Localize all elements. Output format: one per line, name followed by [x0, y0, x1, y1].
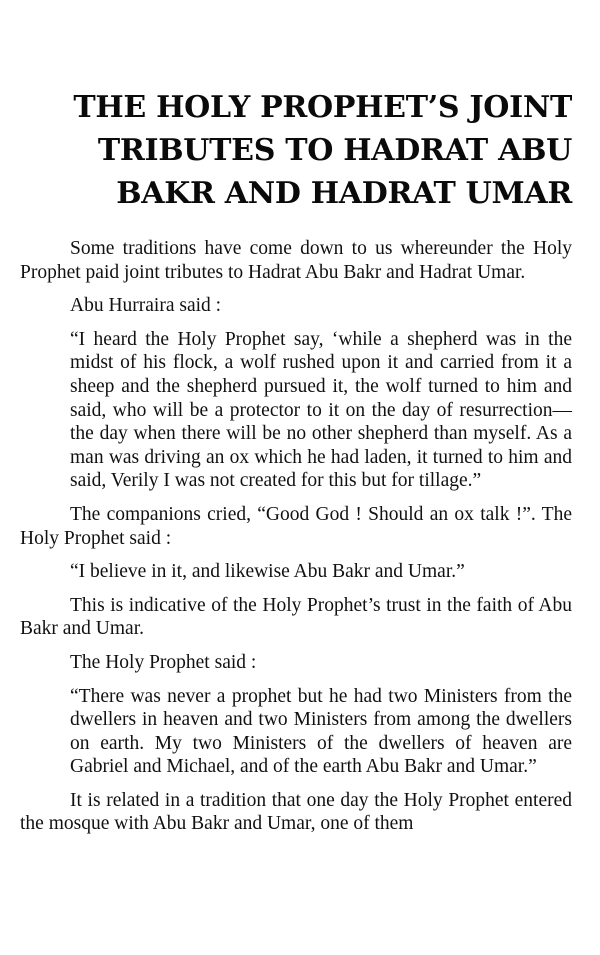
- body-text: [20, 237, 572, 836]
- paragraph-companions: The companions cried, “Good God ! Should an ox talk !”. The Holy Prophet said :: [20, 503, 572, 549]
- paragraph-intro: Some traditions have come down to us whereunder the Holy Prophet paid joint tributes to Hadrat Abu Bakr and Hadrat Umar.: [20, 238, 572, 283]
- quote-shepherd: “I heard the Holy Prophet say, ‘while a shepherd was in the midst of his flock, a wolf rushed upon it and carried from it a sheep and the shepherd pursued it, the wolf turned to him and said, who will be a protector to it on the day of resurrection—the day when there will be no other shepherd than myself. As a man was driving an ox which he had laden, it turned to him and said, Verily I was not created for this but for tillage.”: [70, 328, 572, 492]
- chapter-title-line-2: TRIBUTES TO HADRAT ABU: [97, 133, 572, 168]
- quote-belief: “I believe in it, and likewise Abu Bakr and Umar.”: [70, 561, 465, 583]
- paragraph-mosque: It is related in a tradition that one day the Holy Prophet entered the mosque with Abu Bakr and Umar, one of them: [20, 789, 572, 835]
- paragraph-indicative: This is indicative of the Holy Prophet’s trust in the faith of Abu Bakr and Umar.: [20, 594, 572, 640]
- chapter-title-line-1: THE HOLY PROPHET’S JOINT: [73, 90, 572, 125]
- chapter-title: [20, 86, 572, 215]
- quote-ministers: “There was never a prophet but he had two Ministers from the dwellers in heaven and two Ministers from among the dwellers on earth. My two Ministers of the dwellers of heaven are Gabriel and Michael, and of the earth Abu Bakr and Umar.”: [70, 685, 572, 778]
- chapter-title-line-3: BAKR AND HADRAT UMAR: [116, 176, 572, 211]
- paragraph-prophet-said: The Holy Prophet said :: [70, 651, 257, 673]
- paragraph-abu-hurraira: Abu Hurraira said :: [70, 295, 222, 317]
